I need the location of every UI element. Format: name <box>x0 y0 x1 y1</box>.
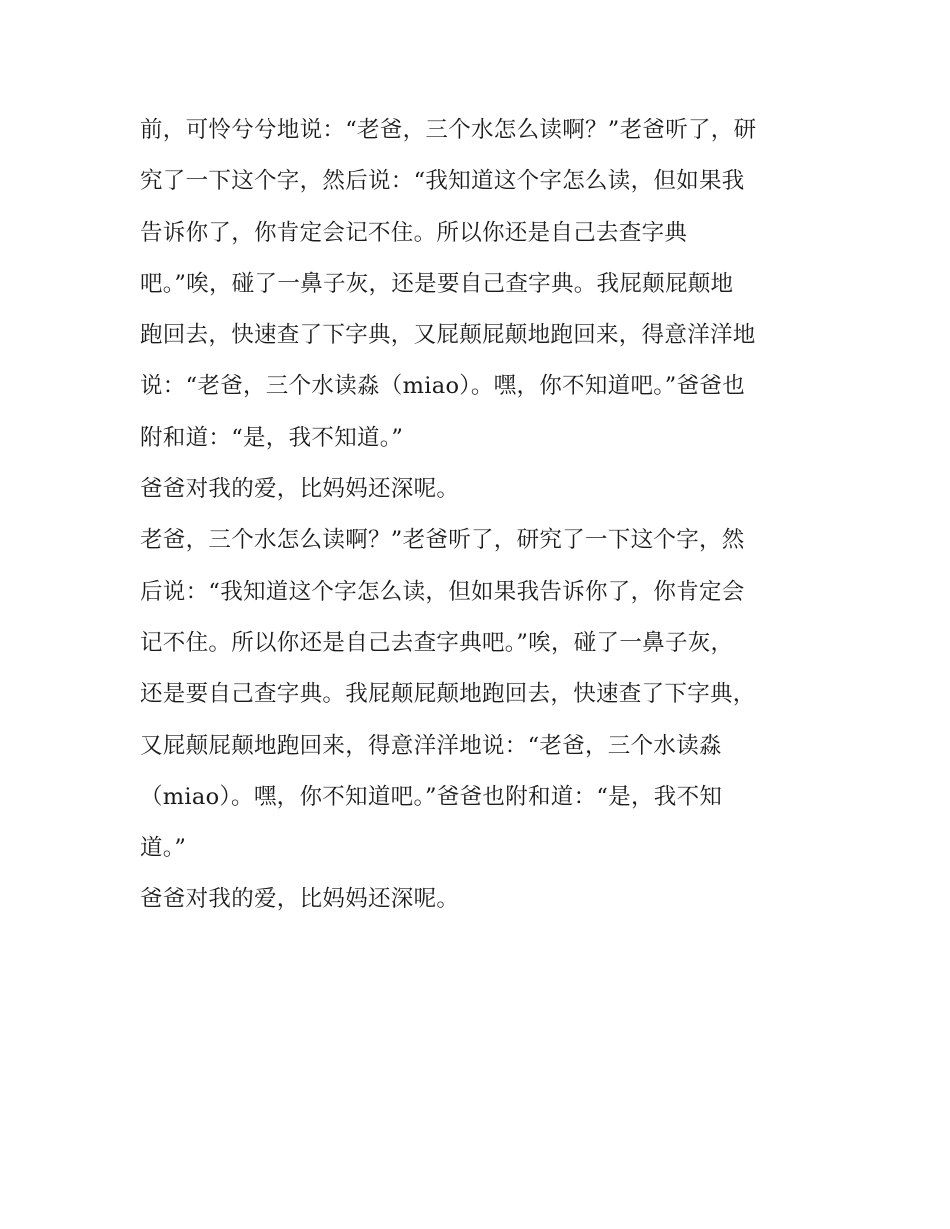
text-line: 老爸，三个水怎么读啊？”老爸听了，研究了一下这个字，然 <box>140 527 745 554</box>
text-line: 告诉你了，你肯定会记不住。所以你还是自己去查字典 <box>140 219 688 246</box>
text-line: 还是要自己查字典。我屁颠屁颠地跑回去，快速查了下字典， <box>140 681 756 708</box>
text-line: 后说：“我知道这个字怎么读，但如果我告诉你了，你肯定会 <box>140 578 745 605</box>
text-line: 爸爸对我的爱，比妈妈还深呢。 <box>140 476 460 503</box>
text-line: 记不住。所以你还是自己去查字典吧。”唉，碰了一鼻子灰， <box>140 629 734 656</box>
text-line: 跑回去，快速查了下字典，又屁颠屁颠地跑回来，得意洋洋地 <box>140 322 756 349</box>
text-line: 前，可怜兮兮地说：“老爸，三个水怎么读啊？”老爸听了，研 <box>140 117 757 143</box>
body-text <box>140 105 820 926</box>
text-line: 究了一下这个字，然后说：“我知道这个字怎么读，但如果我 <box>140 168 745 195</box>
text-line: 说：“老爸，三个水读淼（miao）。嘿，你不知道吧。”爸爸也 <box>140 373 745 400</box>
text-line: 爸爸对我的爱，比妈妈还深呢。 <box>140 886 460 913</box>
text-line: （miao）。嘿，你不知道吧。”爸爸也附和道：“是，我不知 <box>140 783 723 810</box>
text-line: 附和道：“是，我不知道。” <box>140 424 404 451</box>
text-line: 又屁颠屁颠地跑回来，得意洋洋地说：“老爸，三个水读淼 <box>140 732 722 759</box>
text-line: 吧。”唉，碰了一鼻子灰，还是要自己查字典。我屁颠屁颠地 <box>140 270 734 297</box>
text-line: 道。” <box>140 835 187 862</box>
